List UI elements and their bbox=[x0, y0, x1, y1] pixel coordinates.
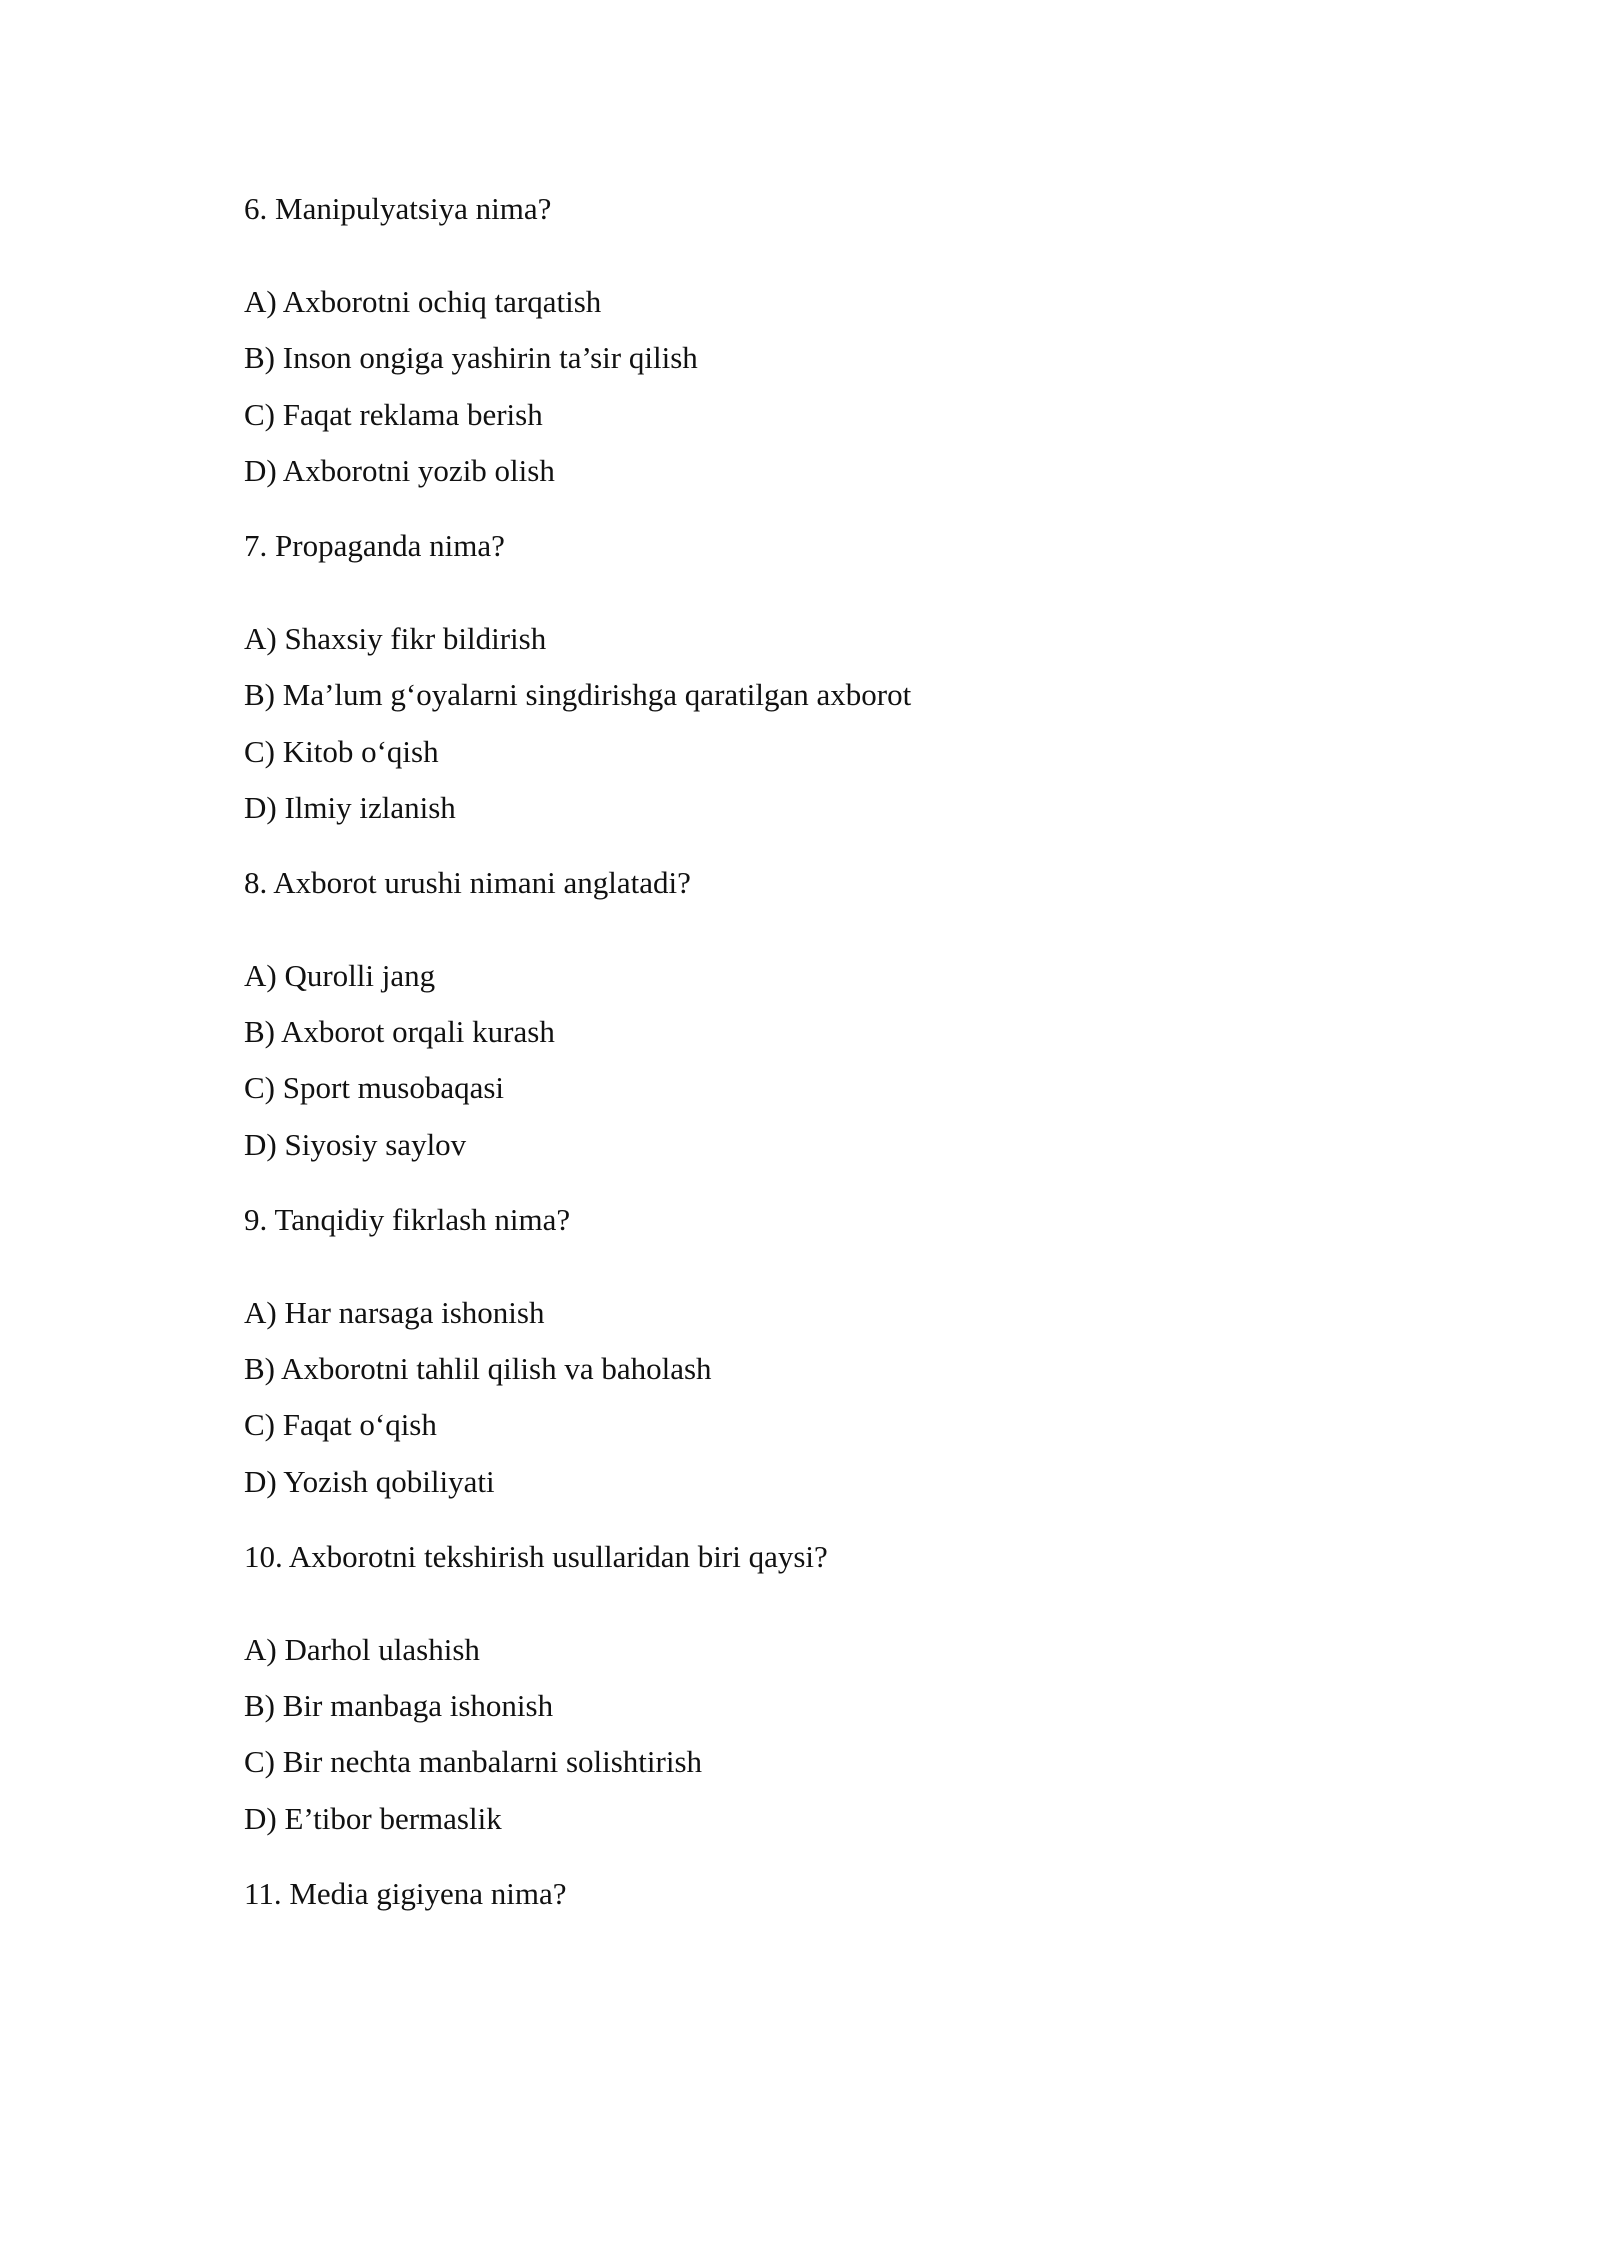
question-text: 8. Axborot urushi nimani anglatadi? bbox=[244, 864, 691, 900]
question-text: 11. Media gigiyena nima? bbox=[244, 1875, 567, 1911]
answer-option-a: A) Darhol ulashish bbox=[244, 1631, 480, 1667]
answer-option-a: A) Axborotni ochiq tarqatish bbox=[244, 284, 602, 320]
answer-option-c: C) Sport musobaqasi bbox=[244, 1070, 505, 1106]
question-text: 6. Manipulyatsiya nima? bbox=[244, 191, 552, 226]
question-10 bbox=[244, 1538, 1394, 1837]
question-6 bbox=[244, 190, 1394, 489]
question-text: 9. Tanqidiy fikrlash nima? bbox=[244, 1201, 571, 1237]
answer-option-d: D) Yozish qobiliyati bbox=[244, 1463, 495, 1499]
question-text: 7. Propaganda nima? bbox=[244, 527, 505, 563]
question-text: 10. Axborotni tekshirish usullaridan biri qaysi? bbox=[244, 1538, 828, 1574]
answer-option-b: B) Inson ongiga yashirin ta’sir qilish bbox=[244, 340, 698, 376]
quiz-content bbox=[244, 190, 1394, 1950]
answer-option-b: B) Ma’lum g‘oyalarni singdirishga qaratilgan axborot bbox=[244, 677, 912, 713]
answer-option-c: C) Faqat reklama berish bbox=[244, 396, 543, 432]
question-9 bbox=[244, 1201, 1394, 1500]
answer-option-d: D) Ilmiy izlanish bbox=[244, 789, 456, 825]
answer-option-c: C) Bir nechta manbalarni solishtirish bbox=[244, 1744, 703, 1780]
answer-option-d: D) Axborotni yozib olish bbox=[244, 452, 555, 488]
question-8 bbox=[244, 864, 1394, 1163]
answer-option-b: B) Axborotni tahlil qilish va baholash bbox=[244, 1351, 712, 1387]
question-11 bbox=[244, 1875, 1394, 1912]
answer-option-a: A) Har narsaga ishonish bbox=[244, 1295, 545, 1330]
answer-option-b: B) Bir manbaga ishonish bbox=[244, 1688, 554, 1724]
answer-option-a: A) Qurolli jang bbox=[244, 958, 436, 994]
answer-option-c: C) Faqat o‘qish bbox=[244, 1407, 437, 1443]
answer-option-d: D) E’tibor bermaslik bbox=[244, 1800, 502, 1836]
answer-option-b: B) Axborot orqali kurash bbox=[244, 1014, 555, 1050]
answer-option-a: A) Shaxsiy fikr bildirish bbox=[244, 621, 547, 657]
answer-option-d: D) Siyosiy saylov bbox=[244, 1126, 467, 1162]
answer-option-c: C) Kitob o‘qish bbox=[244, 733, 439, 769]
question-7 bbox=[244, 527, 1394, 826]
